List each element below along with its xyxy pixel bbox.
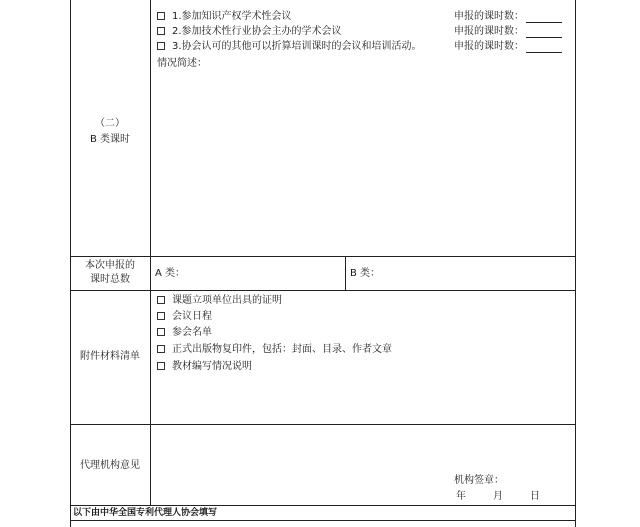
b-item-2-hours <box>454 25 562 38</box>
attachments-label: 附件材料清单 <box>80 351 140 362</box>
row-divider-footer <box>70 520 576 521</box>
row-divider-agency <box>70 505 576 506</box>
row-divider-total <box>70 290 576 291</box>
attachment-item-5-checkbox[interactable] <box>157 362 165 370</box>
b-item-3-text: 3.协会认可的其他可以折算培训课时的会议和培训活动。 <box>172 41 422 52</box>
agency-date-month: 月 <box>493 491 503 502</box>
b-item-1-hours-field[interactable] <box>526 13 562 23</box>
attachment-item-3-text: 参会名单 <box>172 327 212 338</box>
attachment-item-5-text: 教材编写情况说明 <box>172 361 252 372</box>
total-hours-label <box>70 259 150 287</box>
b-item-3-hours <box>454 40 562 53</box>
b-item-3-checkbox[interactable] <box>157 42 165 50</box>
b-hours-label: B 类： <box>350 268 381 279</box>
attachment-item-4 <box>157 343 392 356</box>
b-item-1 <box>157 10 292 23</box>
attachment-item-2-text: 会议日程 <box>172 311 212 322</box>
footer-note: 以下由中华全国专利代理人协会填写 <box>73 508 218 518</box>
agency-opinion-field[interactable] <box>152 427 572 471</box>
attachment-item-4-text: 正式出版物复印件，包括：封面、目录、作者文章 <box>172 344 392 355</box>
attachment-item-1-text: 课题立项单位出具的证明 <box>172 295 282 306</box>
a-hours-label: A 类： <box>155 268 186 279</box>
description-label: 情况简述： <box>157 58 207 69</box>
b-item-1-hours-label: 申报的课时数： <box>454 11 524 22</box>
attachment-item-3-checkbox[interactable] <box>157 328 165 336</box>
attachment-item-1-checkbox[interactable] <box>157 296 165 304</box>
attachment-item-3 <box>157 326 212 339</box>
table-right-border <box>575 0 576 527</box>
row-divider-b-section <box>70 256 576 257</box>
b-item-2-checkbox[interactable] <box>157 27 165 35</box>
total-hours-label-line2: 课时总数 <box>90 274 130 285</box>
agency-date-day: 日 <box>530 491 540 502</box>
b-item-1-text: 1.参加知识产权学术性会议 <box>172 11 292 22</box>
b-section-label <box>70 117 150 146</box>
attachment-item-2-checkbox[interactable] <box>157 312 165 320</box>
attachment-item-4-checkbox[interactable] <box>157 345 165 353</box>
b-hours-field[interactable] <box>380 260 570 286</box>
total-hours-label-line1: 本次申报的 <box>85 260 135 271</box>
b-section-label-line2: B 类课时 <box>89 134 131 145</box>
attachment-item-5 <box>157 360 252 373</box>
b-item-3-hours-label: 申报的课时数： <box>454 41 524 52</box>
b-item-1-hours <box>454 10 562 23</box>
agency-seal-label: 机构签章： <box>454 475 504 486</box>
ab-divider <box>345 256 346 290</box>
agency-label: 代理机构意见 <box>80 460 140 471</box>
b-item-2-text: 2.参加技术性行业协会主办的学术会议 <box>172 26 342 37</box>
description-field[interactable] <box>152 72 572 252</box>
b-item-2-hours-field[interactable] <box>526 28 562 38</box>
agency-date-year: 年 <box>456 491 466 502</box>
b-item-3 <box>157 40 422 53</box>
attachment-item-2 <box>157 310 212 323</box>
row-divider-attachments <box>70 424 576 425</box>
b-item-3-hours-field[interactable] <box>526 43 562 53</box>
b-item-1-checkbox[interactable] <box>157 12 165 20</box>
attachment-item-1 <box>157 294 282 307</box>
b-section-label-line1: （二） <box>95 118 125 129</box>
label-column-divider <box>150 0 151 505</box>
a-hours-field[interactable] <box>185 260 340 286</box>
b-item-2-hours-label: 申报的课时数： <box>454 26 524 37</box>
b-item-2 <box>157 25 342 38</box>
